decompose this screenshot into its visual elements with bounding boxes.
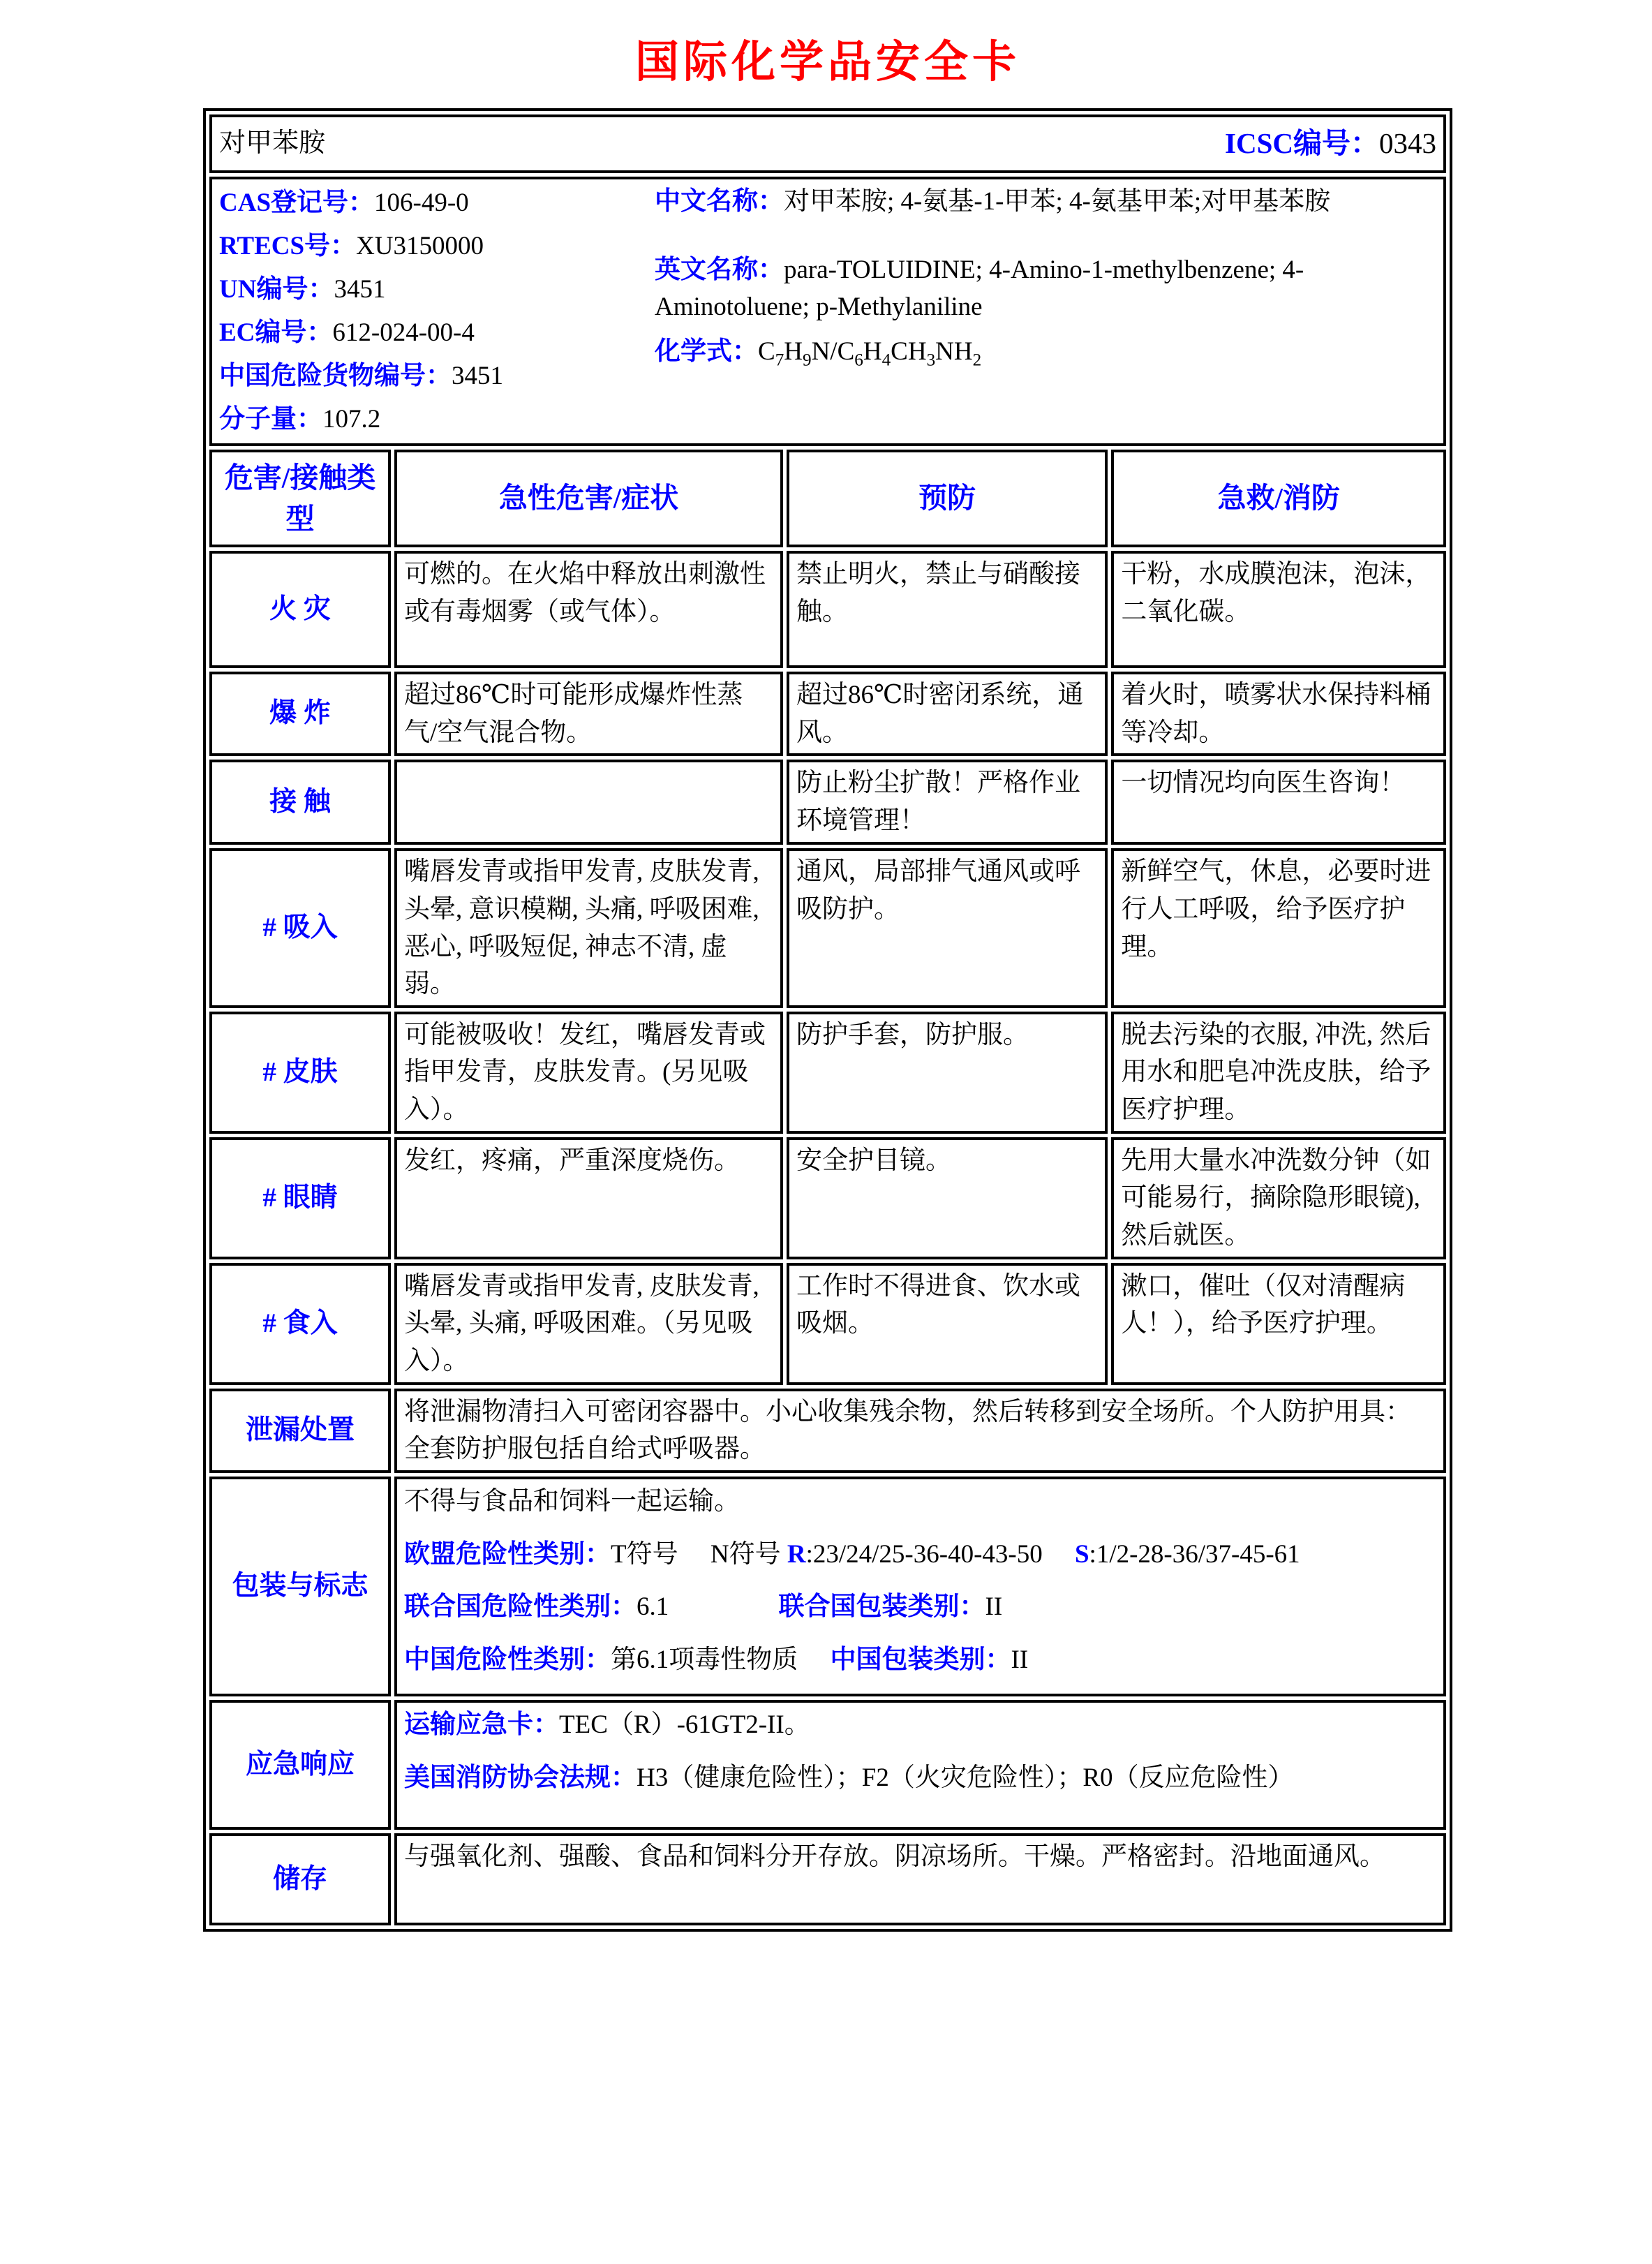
formula-value: $C_7H_9N/C_6H_4CH_3NH_2$ (758, 336, 982, 370)
explosion-symptoms: 超过86℃时可能形成爆炸性蒸气/空气混合物。 (394, 672, 783, 756)
identity-cell (209, 177, 1446, 446)
explosion-response: 着火时，喷雾状水保持料桶等冷却。 (1111, 672, 1446, 756)
row-label-fire: 火 灾 (209, 551, 391, 668)
cas-number: CAS登记号：106-49-0 (219, 188, 469, 217)
row-label-ingestion: # 食入 (209, 1263, 391, 1385)
skin-prevention: 防护手套，防护服。 (787, 1012, 1108, 1134)
substance-name: 对甲苯胺 (219, 128, 326, 158)
emergency-line-nfpa: 美国消防协会法规：H3（健康危险性）；F2（火灾危险性）；R0（反应危险性） (404, 1763, 1294, 1792)
spill-content: 将泄漏物清扫入可密闭容器中。小心收集残余物，然后转移到安全场所。个人防护用具：全套防护服包括自给式呼吸器。 (394, 1389, 1446, 1473)
fire-prevention: 禁止明火，禁止与硝酸接触。 (787, 551, 1108, 668)
identifier-list (219, 182, 652, 441)
packaging-line-eu-class: 欧盟危险性类别：T符号 N符号 R:23/24/25-36-40-43-50 S:1/2-28-36/37-45-61 (404, 1539, 1300, 1569)
packaging-line-cn-class: 中国危险性类别：第6.1项毒性物质 中国包装类别：II (404, 1645, 1029, 1674)
table-row-skin (209, 1012, 1446, 1134)
table-row-storage (209, 1833, 1446, 1925)
skin-symptoms: 可能被吸收！发红，嘴唇发青或指甲发青，皮肤发青。(另见吸入）。 (394, 1012, 783, 1134)
table-row-explosion (209, 672, 1446, 756)
un-number: UN编号：3451 (219, 275, 386, 304)
fire-response: 干粉，水成膜泡沫，泡沫，二氧化碳。 (1111, 551, 1446, 668)
ingestion-symptoms: 嘴唇发青或指甲发青, 皮肤发青, 头晕, 头痛, 呼吸困难。（另见吸入）。 (394, 1263, 783, 1385)
identity-wrap (219, 182, 1436, 441)
inhalation-prevention: 通风，局部排气通风或呼吸防护。 (787, 848, 1108, 1008)
packaging-content (394, 1477, 1446, 1696)
col-head-symptoms: 急性危害/症状 (394, 450, 783, 547)
col-head-firstaid: 急救/消防 (1111, 450, 1446, 547)
table-row-inhalation (209, 848, 1446, 1008)
fire-symptoms: 可燃的。在火焰中释放出刺激性或有毒烟雾（或气体）。 (394, 551, 783, 668)
icsc-number-group (1225, 123, 1436, 164)
ingestion-prevention: 工作时不得进食、饮水或吸烟。 (787, 1263, 1108, 1385)
rtecs-number: RTECS号：XU3150000 (219, 232, 484, 260)
row-label-explosion: 爆 炸 (209, 672, 391, 756)
table-row-emergency (209, 1700, 1446, 1830)
identity-row (209, 177, 1446, 446)
icsc-card-table (203, 108, 1452, 1932)
storage-content: 与强氧化剂、强酸、食品和饲料分开存放。阴凉场所。干燥。严格密封。沿地面通风。 (394, 1833, 1446, 1925)
icsc-number-label: ICSC编号： (1225, 127, 1379, 160)
emergency-content (394, 1700, 1446, 1830)
names-block (652, 182, 1436, 441)
table-row-eyes (209, 1137, 1446, 1259)
packaging-line-un-class: 联合国危险性类别：6.1 联合国包装类别：II (404, 1592, 1003, 1622)
emergency-line-tec: 运输应急卡：TEC（R）-61GT2-II。 (404, 1710, 810, 1739)
row-label-emergency: 应急响应 (209, 1700, 391, 1830)
col-head-hazard-type: 危害/接触类型 (209, 450, 391, 547)
inhalation-symptoms: 嘴唇发青或指甲发青, 皮肤发青, 头晕, 意识模糊, 头痛, 呼吸困难, 恶心, 呼吸短促, 神志不清, 虚弱。 (394, 848, 783, 1008)
inhalation-response: 新鲜空气，休息，必要时进行人工呼吸，给予医疗护理。 (1111, 848, 1446, 1008)
exposure-response: 一切情况均向医生咨询！ (1111, 760, 1446, 845)
card-header-bar (219, 119, 1436, 168)
card-header-cell (209, 114, 1446, 173)
molecular-weight: 分子量：107.2 (219, 405, 381, 434)
exposure-symptoms (394, 760, 783, 845)
explosion-prevention: 超过86℃时密闭系统，通风。 (787, 672, 1108, 756)
eyes-prevention: 安全护目镜。 (787, 1137, 1108, 1259)
icsc-number-value: 0343 (1379, 127, 1436, 160)
col-head-prevention: 预防 (787, 450, 1108, 547)
row-label-storage: 储存 (209, 1833, 391, 1925)
hazard-header-row (209, 450, 1446, 547)
exposure-prevention: 防止粉尘扩散！严格作业环境管理！ (787, 760, 1108, 845)
table-row-packaging (209, 1477, 1446, 1696)
table-row-exposure (209, 760, 1446, 845)
eyes-response: 先用大量水冲洗数分钟（如可能易行，摘除隐形眼镜), 然后就医。 (1111, 1137, 1446, 1259)
chinese-names: 中文名称：对甲苯胺; 4-氨基-1-甲苯; 4-氨基甲苯;对甲基苯胺 (655, 187, 1331, 216)
china-dg-number: 中国危险货物编号：3451 (219, 362, 503, 390)
row-label-skin: # 皮肤 (209, 1012, 391, 1134)
row-label-eyes: # 眼睛 (209, 1137, 391, 1259)
row-label-exposure: 接 触 (209, 760, 391, 845)
packaging-line-transport: 不得与食品和饲料一起运输。 (404, 1486, 741, 1516)
english-names: 英文名称：para-TOLUIDINE; 4-Amino-1-methylbenzene; 4-Aminotoluene; p-Methylaniline (655, 255, 1304, 322)
table-row-fire (209, 551, 1446, 668)
ec-number: EC编号：612-024-00-4 (219, 318, 475, 347)
row-label-inhalation: # 吸入 (209, 848, 391, 1008)
page-title: 国际化学品安全卡 (635, 38, 1020, 87)
eyes-symptoms: 发红，疼痛，严重深度烧伤。 (394, 1137, 783, 1259)
row-label-packaging: 包装与标志 (209, 1477, 391, 1696)
chemical-formula: 化学式：$C_7H_9N/C_6H_4CH_3NH_2$ (655, 336, 982, 370)
table-row-ingestion (209, 1263, 1446, 1385)
table-row-spill (209, 1389, 1446, 1473)
card-header-row (209, 114, 1446, 173)
skin-response: 脱去污染的衣服, 冲洗, 然后用水和肥皂冲洗皮肤，给予医疗护理。 (1111, 1012, 1446, 1134)
row-label-spill: 泄漏处置 (209, 1389, 391, 1473)
ingestion-response: 漱口，催吐（仅对清醒病人！），给予医疗护理。 (1111, 1263, 1446, 1385)
